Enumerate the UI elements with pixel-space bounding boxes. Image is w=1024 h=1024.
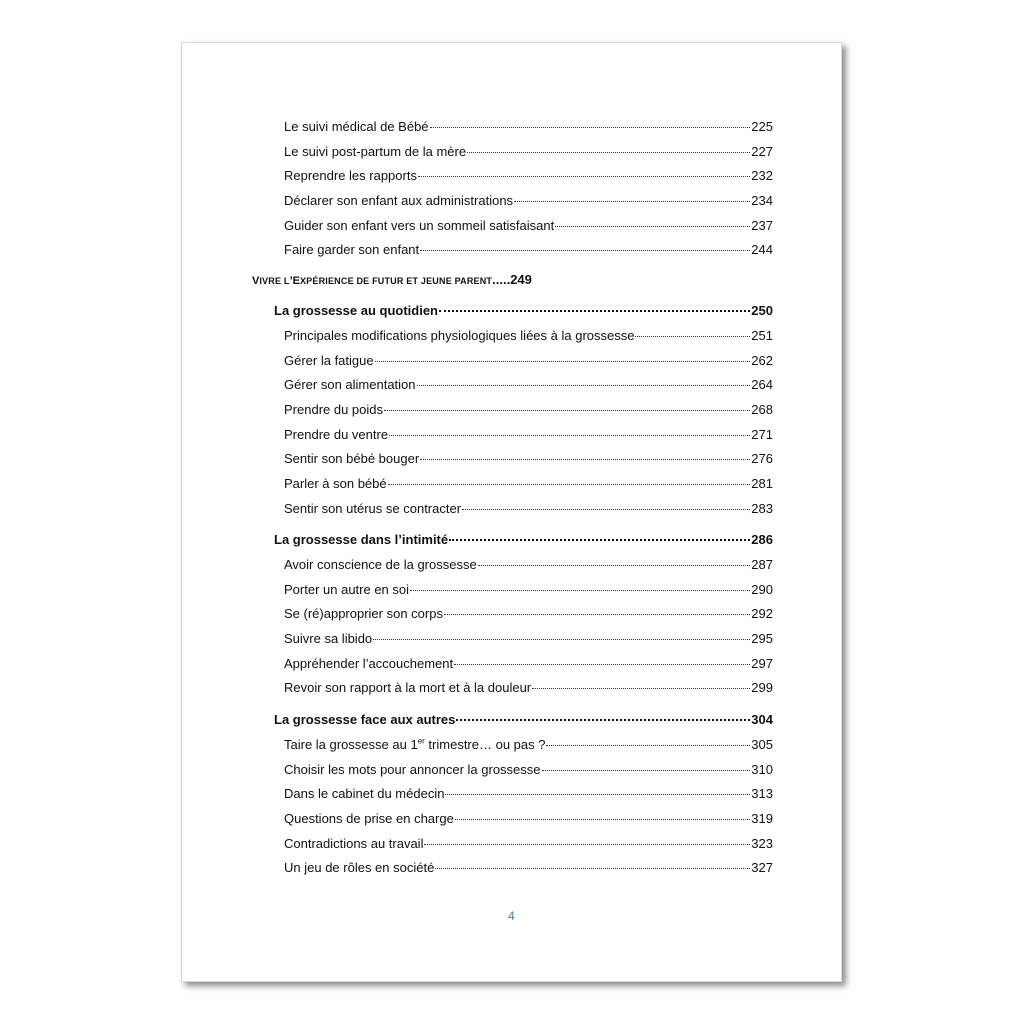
toc-entry[interactable]: Choisir les mots pour annoncer la grossesse 310 [284, 761, 773, 777]
table-of-contents [252, 119, 773, 885]
toc-entry[interactable]: Sentir son utérus se contracter 283 [284, 500, 773, 516]
toc-entry[interactable]: Prendre du ventre 271 [284, 426, 773, 442]
toc-part-heading[interactable]: VIVRE L’EXPÉRIENCE DE FUTUR ET JEUNE PARENT.....249 [252, 272, 532, 288]
toc-entry[interactable]: Se (ré)approprier son corps 292 [284, 606, 773, 622]
toc-chapter[interactable]: La grossesse au quotidien 250 [274, 303, 773, 319]
toc-chapter[interactable]: La grossesse face aux autres 304 [274, 712, 773, 728]
toc-entry[interactable]: Gérer la fatigue 262 [284, 352, 773, 368]
toc-entry[interactable]: Questions de prise en charge 319 [284, 810, 773, 826]
toc-entry[interactable]: Avoir conscience de la grossesse 287 [284, 557, 773, 572]
toc-entry[interactable]: Guider son enfant vers un sommeil satisfaisant 237 [284, 217, 773, 233]
toc-entry[interactable]: Revoir son rapport à la mort et à la douleur 299 [284, 680, 773, 696]
toc-entry[interactable]: Sentir son bébé bouger 276 [284, 451, 773, 467]
toc-entry[interactable]: Porter un autre en soi 290 [284, 581, 773, 597]
toc-entry[interactable]: Un jeu de rôles en société 327 [284, 860, 773, 876]
toc-chapter[interactable]: La grossesse dans l’intimité 286 [274, 532, 773, 548]
toc-entry[interactable]: Suivre sa libido 295 [284, 631, 773, 647]
toc-entry[interactable]: Taire la grossesse au 1er trimestre… ou pas ? 305 [284, 736, 773, 752]
toc-entry[interactable]: Le suivi médical de Bébé 225 [284, 119, 773, 134]
toc-entry[interactable]: Déclarer son enfant aux administrations 234 [284, 193, 773, 209]
toc-entry[interactable]: Gérer son alimentation 264 [284, 377, 773, 393]
toc-entry[interactable]: Reprendre les rapports 232 [284, 168, 773, 184]
toc-entry[interactable]: Principales modifications physiologiques liées à la grossesse 251 [284, 327, 773, 343]
toc-entry[interactable]: Contradictions au travail 323 [284, 835, 773, 851]
toc-entry[interactable]: Dans le cabinet du médecin 313 [284, 786, 773, 802]
toc-entry[interactable]: Prendre du poids 268 [284, 401, 773, 417]
page-number: 4 [508, 909, 515, 923]
toc-entry[interactable]: Parler à son bébé 281 [284, 475, 773, 491]
toc-entry[interactable]: Appréhender l’accouchement 297 [284, 655, 773, 671]
document-page [181, 42, 842, 982]
toc-entry[interactable]: Faire garder son enfant 244 [284, 242, 773, 258]
toc-entry[interactable]: Le suivi post-partum de la mère 227 [284, 143, 773, 159]
